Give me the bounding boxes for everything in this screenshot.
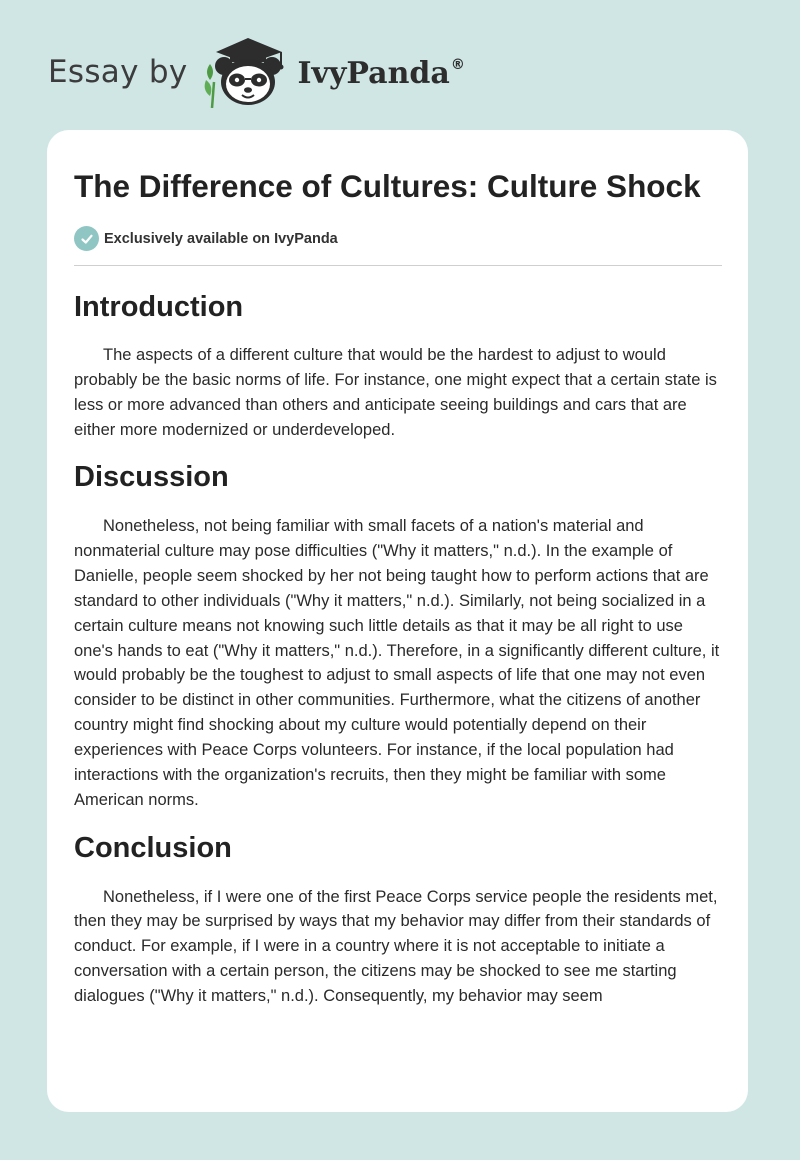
divider [74, 265, 722, 266]
brand-name[interactable]: IvyPanda® [297, 55, 465, 91]
registered-mark: ® [450, 56, 465, 73]
section-heading-conclusion: Conclusion [74, 831, 232, 864]
paragraph-introduction: The aspects of a different culture that would be the hardest to adjust to would probably be the basic norms of life. For instance, one might expect that a certain state is less or more advanced than others and anticipate seeing buildings and cars that are either more modernized or underdeveloped. [74, 346, 717, 439]
panda-graduate-logo-icon[interactable] [202, 36, 294, 108]
brand-prefix: Essay by [48, 54, 188, 90]
section-heading-introduction: Introduction [74, 291, 244, 323]
paragraph-conclusion: Nonetheless, if I were one of the first Peace Corps service people the residents met, then they may be surprised by ways that my behavior may differ from their standards of conduct. For example, if I were in a country where it is not acceptable to initiate a conversation with a certain person, the citizens may be shocked to see me starting dialogues ("Why it matters," n.d.). Consequently, my behavior may seem [74, 887, 718, 1005]
paragraph-discussion: Nonetheless, not being familiar with small facets of a nation's material and nonmaterial culture may pose difficulties ("Why it matters," n.d.). In the example of Danielle, people seem shocked by her not being taught how to perform actions that are standard to other individuals ("Why it matters," n.d.). Similarly, not being socialized in a certain culture means not knowing such little details as that it may be all right to use one's hands to eat ("Why it matters," n.d.). Therefore, in a significantly different culture, it would probably be the toughest to adjust to small aspects of life that one may not even consider to be distinct in other communities. Furthermore, what the citizens of another country might find shocking about my culture would potentially depend on their experiences with Peace Corps volunteers. For instance, if the local population had interactions with the organization's recruits, then they might be familiar with some American norms. [74, 517, 720, 809]
brand-header [48, 36, 465, 108]
badge-text: Exclusively available on IvyPanda [104, 230, 338, 247]
essay-title: The Difference of Cultures: Culture Shock [74, 168, 701, 204]
check-icon [74, 226, 99, 251]
section-heading-discussion: Discussion [74, 461, 229, 494]
exclusive-badge [74, 226, 722, 251]
essay-card [47, 130, 748, 1112]
